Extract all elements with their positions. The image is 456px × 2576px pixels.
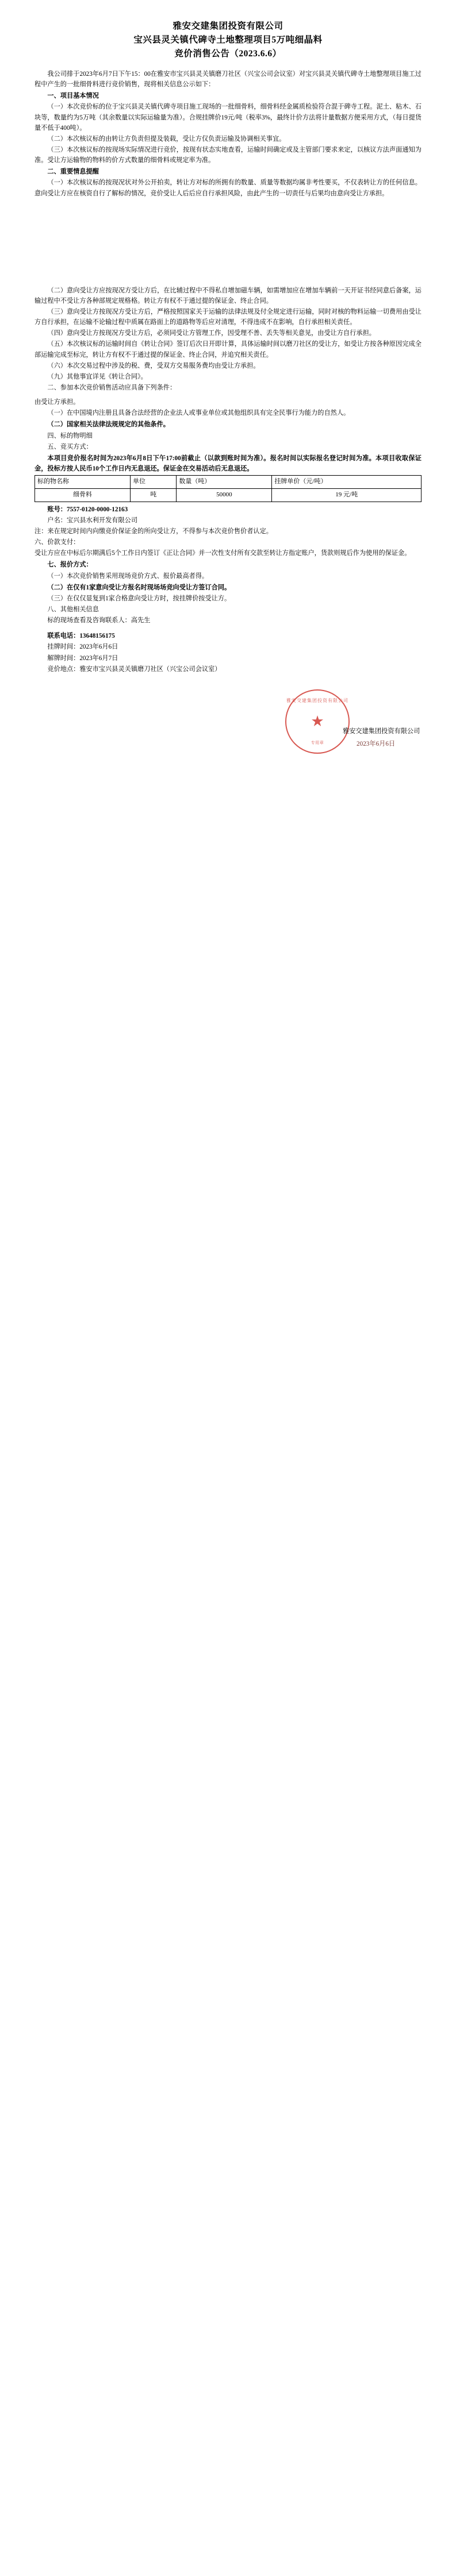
table-header-cell: 挂牌单价（元/吨） [272, 476, 421, 489]
table-cell: 细骨料 [35, 488, 131, 502]
table-cell: 19 元/吨 [272, 488, 421, 502]
deposit-note: 受让方应在中标后尔期满后5个工作日内签订《正让合同》并一次性支付所有交款至转让方指定账户，货款则规后作为使用的保证金。 [35, 550, 411, 557]
title-line-project: 宝兴县灵关镇代碑寺土地整理项目5万吨细晶料 [133, 35, 323, 45]
table-header-cell: 单位 [131, 476, 177, 489]
section-heading-7: （二）在仅有1家意向受让方报名时现场场竞向受让方签订合同。 [47, 584, 231, 591]
document-title-block [35, 20, 421, 61]
section-heading-6: 七、报价方式： [47, 561, 93, 569]
paragraph-2-2: （二）意向受让方应按现况方受让方后，在比辅过程中不得私自增加磁车辆，如需增加应在增加车辆前一天开证书经同意后备案，运输过程中不受让方各种部规定规格格。转让方有权不于通过提的保证金、终止合同。 [35, 287, 421, 304]
paragraph-7-2: 八、其他相关信息 [47, 606, 99, 614]
section-heading-8: 联系电话：13648156175 [47, 633, 115, 640]
paragraph-intro: 我公司排于2023年6月7日下午15：00在雅安市宝兴县灵关镇磨刀社区（兴宝公司会议室）对宝兴县灵关镇代碑寺土地整理项目施工过程中产生的一批细骨料进行竞价销售，现将相关信息公示如下： [35, 71, 421, 88]
table-header-cell: 标的物名称 [35, 476, 131, 489]
title-line-company: 雅安交建集团投资有限公司 [173, 21, 283, 31]
paragraph-2-8: 二、参加本次竞价销售活动应具备下列条件： [47, 384, 177, 391]
listing-time: 竞价地点：雅安市宝兴县灵关镇磨刀社区（兴宝公司会议室） [47, 665, 221, 673]
section-heading-1: 一、项目基本情况 [47, 92, 99, 100]
paragraph-2-5: （五）本次核议标的运输时间自《转让合同》签订后次日开即计算，具体运输时间以磨刀社区的受让方，如受让方按各种原因完成全部运输完成至标完，转让方有权不于通过提的保证金、终止合同，并追究相关责任。 [35, 341, 421, 358]
signature-date: 2023年6月6日 [357, 740, 396, 747]
paragraph-5-1: 户名：宝兴县水利开发有限公司 [47, 516, 138, 524]
seal-bottom-text: 专用章 [311, 740, 324, 745]
paragraph-2-3: （三）意向受让方按现况方受让方后，严格按照国家关于运输的法律法规及付全规定进行运输，同时对核的物料运输一切费用由受让方自行承担，在运输不论输过程中质属在路面上的道路物等后应对清理，不得违成不在影响，自行承担相关责任。 [35, 308, 421, 326]
signature-area [35, 689, 421, 776]
section-heading-2: 二、重要情息提醒 [47, 168, 99, 176]
table-row [35, 488, 421, 502]
table-header-row [35, 476, 421, 489]
paragraph-2-4: （四）意向受让方按现况方受让方后，必须同受让方管理工作，因受理不善、丢失等相关意见，由受让方自行承担。 [47, 330, 375, 337]
contact-person: 挂牌时间：2023年6月6日 [47, 643, 118, 651]
document-body [35, 69, 421, 674]
official-seal-stamp [285, 689, 350, 754]
signature-company: 雅安交建集团投资有限公司 [343, 727, 420, 735]
paragraph-3-1: 四、标的物明细 [47, 432, 93, 439]
section-heading-4: 本项目竞价报名时间为2023年6月8日下午17:00前截止（以款到账时间为准）。报名时间以实际报名登记时间为准。本项目收取保证金，投标方按人民币10个工作日内无息退还。保证金在交易活动后无息退还。 [35, 454, 421, 472]
table-cell: 吨 [131, 488, 177, 502]
star-icon: ★ [311, 712, 324, 730]
paragraph-3-2: 五、竞买方式： [47, 443, 93, 450]
table-cell: 50000 [177, 488, 272, 502]
bank-account: 注：来在规定时间内向缴竞价保证金的所向受让方，不得参与本次竞价售价者认定。 [35, 528, 273, 535]
title-line-notice: 竞价消售公告（2023.6.6） [174, 49, 282, 59]
table-header-cell: 数量（吨） [177, 476, 272, 489]
paragraph-2-1: （一）本次核议标的按现况状对外公开拍卖，转让方对标的所拥有的数量、质量等数据均属非考性要买，不仅表转让方的任何信息。意向受让方应在核资自行了解标的情况，竞价受让人后后应自行承担风险，由此产生的一切责任与后果均由意向受让方承担。 [35, 179, 421, 197]
standard-table [35, 475, 421, 502]
paragraph-7-3: 标的现场查看及咨询联系人：高先生 [47, 617, 151, 624]
paragraph-7-1: （三）在仅仅显复到1家合格意向受让方时，按挂牌价按受让方。 [47, 595, 231, 602]
paragraph-2-7: （九）其他事宜详见《转让合同》。 [47, 373, 147, 380]
paragraph-1-3: （三）本次核议标的按现场实际情况进行竞价，按现有状态实地查看，运输时间确定或及主管部门要求来定，以核议方法声面通知为准。受让方运输物的物料的价方式数量的细骨料或规定率为准。 [35, 146, 421, 164]
seal-top-text: 雅安交建集团投资有限公司 [286, 697, 348, 703]
paragraph-2-9: （一）在中国境内注册且具备合法经营的企业法人或事业单位或其他组织具有完全民事行为能力的自然人。 [47, 410, 350, 417]
bank-account-name: 六、价款支付： [35, 539, 80, 546]
paragraph-2-6: （六）本次交易过程中涉及的税、费，受双方交易服务费均由受让方承担。 [47, 362, 260, 369]
paragraph-6-1: （一）本次竞价销售采用现场竞价方式、报价最高者得。 [47, 572, 209, 580]
section-heading-3: （二）国家相关法律法规规定的其他条件。 [47, 421, 170, 429]
contact-phone: 解牌时间：2023年6月7日 [47, 654, 118, 662]
table-image-placeholder [35, 199, 421, 286]
spacer-2 [35, 626, 421, 630]
paragraph-1-1: （一）本次竞价标的位于宝兴县灵关镇代碑寺项目施工现场的一批细骨料，细骨料经金属质检验符合混于碑寺工程。泥土、粘木、石块等，数量约为5万吨（其余数量以实际运输量为准）。合规挂牌价19元/吨（税率3%，最终计价方法将计量数据方便采用方式，（每日提货量不低于400吨）。 [35, 103, 421, 132]
paragraph-1-2: （二）本次核议标的由转让方负责但提及装载，受让方仅负责运输及协调相关事宜。 [47, 135, 286, 142]
section-heading-5: 账号：7557-0120-0000-12163 [47, 506, 128, 513]
paragraph-acceptance: 由受让方承担。 [35, 399, 80, 406]
